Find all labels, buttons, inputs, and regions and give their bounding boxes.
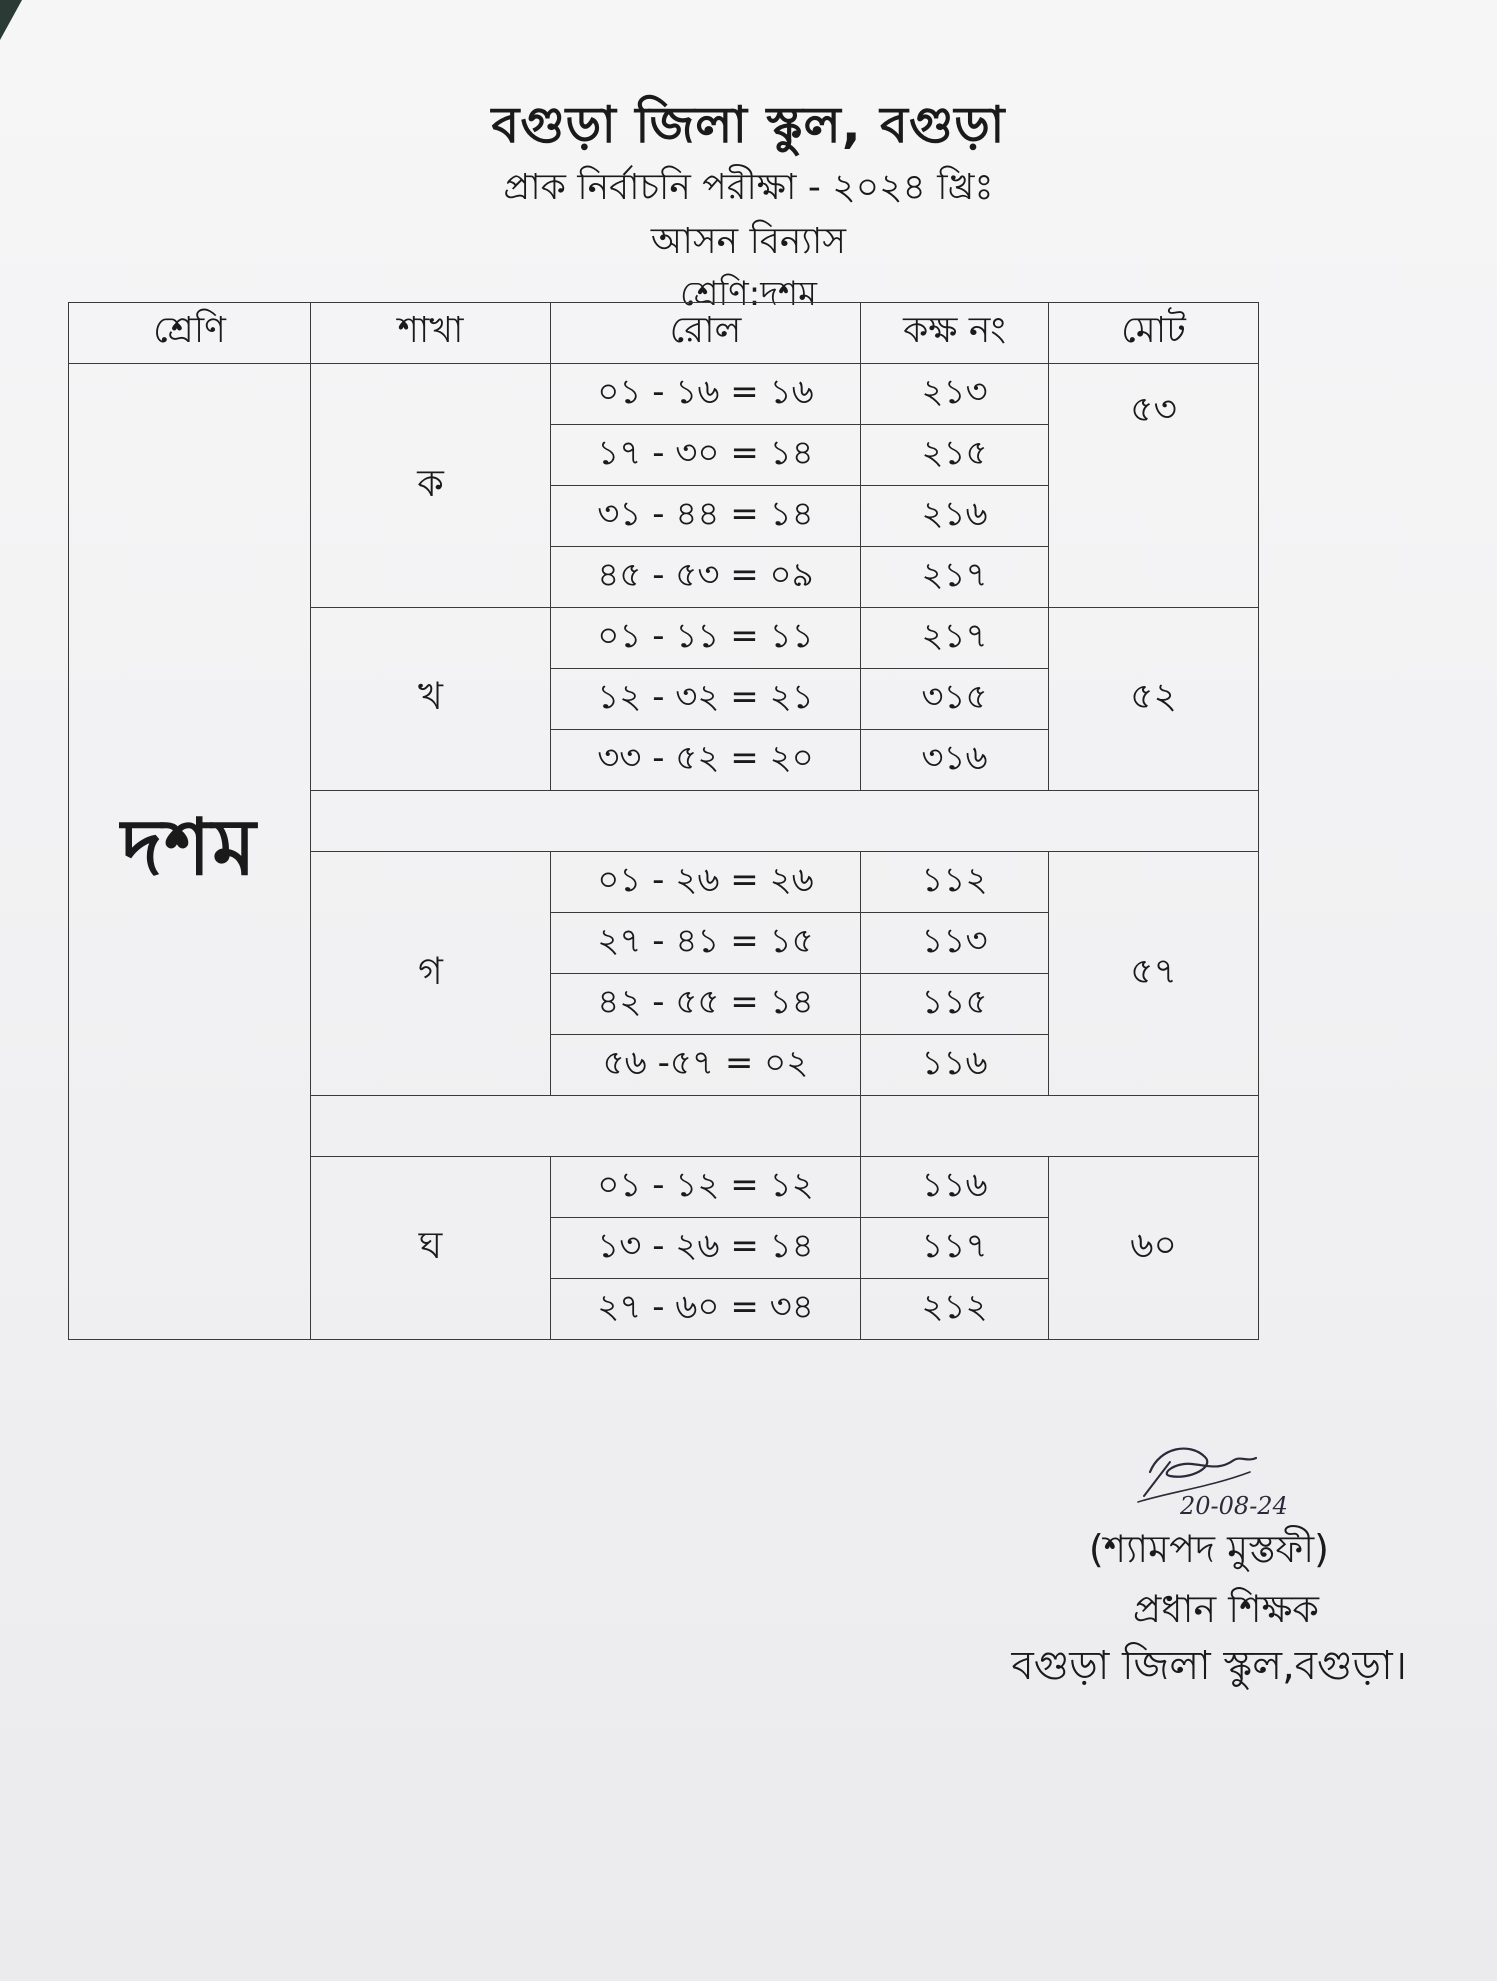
roll-cell: ০১ - ১৬ = ১৬ (551, 364, 861, 425)
total-cell-ga: ৫৭ (1049, 852, 1259, 1096)
total-cell-ka: ৫৩ (1049, 364, 1259, 608)
room-cell: ২১৬ (861, 486, 1049, 547)
total-cell-kha: ৫২ (1049, 608, 1259, 791)
roll-cell: ১২ - ৩২ = ২১ (551, 669, 861, 730)
roll-cell: ০১ - ২৬ = ২৬ (551, 852, 861, 913)
room-cell: ৩১৫ (861, 669, 1049, 730)
table-row (69, 364, 1259, 425)
roll-cell: ২৭ - ৬০ = ৩৪ (551, 1279, 861, 1340)
roll-cell: ১৭ - ৩০ = ১৪ (551, 425, 861, 486)
roll-cell: ৫৬ -৫৭ = ০২ (551, 1035, 861, 1096)
spacer-cell (311, 1096, 861, 1157)
table-header-row (69, 303, 1259, 364)
room-cell: ১১৬ (861, 1035, 1049, 1096)
school-name: বগুড়া জিলা স্কুল, বগুড়া (491, 96, 1006, 154)
header-total: মোট (1049, 303, 1259, 364)
section-cell-ga: গ (311, 852, 551, 1096)
seat-plan-table (68, 302, 1259, 1340)
spacer-cell (861, 1096, 1259, 1157)
room-cell: ৩১৬ (861, 730, 1049, 791)
section-cell-ka: ক (311, 364, 551, 608)
class-cell: দশম (69, 364, 311, 1340)
signatory-name: (শ্যামপদ মুস্তফী) (1088, 1527, 1329, 1571)
roll-cell: ৩৩ - ৫২ = ২০ (551, 730, 861, 791)
exam-title: প্রাক নির্বাচনি পরীক্ষা - ২০২৪ খ্রিঃ (503, 167, 994, 208)
room-cell: ১১২ (861, 852, 1049, 913)
room-cell: ২১৭ (861, 608, 1049, 669)
roll-cell: ২৭ - ৪১ = ১৫ (551, 913, 861, 974)
class-line: শ্রেণি:দশম (679, 274, 818, 314)
room-cell: ২১২ (861, 1279, 1049, 1340)
handwritten-signature (1130, 1432, 1360, 1522)
header-class: শ্রেণি (69, 303, 311, 364)
roll-cell: ৪৫ - ৫৩ = ০৯ (551, 547, 861, 608)
room-cell: ২১৫ (861, 425, 1049, 486)
section-cell-gha: ঘ (311, 1157, 551, 1340)
room-cell: ১১৬ (861, 1157, 1049, 1218)
background-corner (0, 0, 22, 40)
signatory-institution: বগুড়া জিলা স্কুল,বগুড়া। (1011, 1643, 1407, 1689)
room-cell: ২১৭ (861, 547, 1049, 608)
signature-date: 20-08-24 (1180, 1492, 1288, 1520)
header-room: কক্ষ নং (861, 303, 1049, 364)
room-cell: ১১৭ (861, 1218, 1049, 1279)
room-cell: ১১৩ (861, 913, 1049, 974)
roll-cell: ৩১ - ৪৪ = ১৪ (551, 486, 861, 547)
total-cell-gha: ৬০ (1049, 1157, 1259, 1340)
room-cell: ১১৫ (861, 974, 1049, 1035)
room-cell: ২১৩ (861, 364, 1049, 425)
roll-cell: ০১ - ১১ = ১১ (551, 608, 861, 669)
spacer-cell (311, 791, 1259, 852)
header-section: শাখা (311, 303, 551, 364)
roll-cell: ৪২ - ৫৫ = ১৪ (551, 974, 861, 1035)
signatory-designation: প্রধান শিক্ষক (1132, 1587, 1319, 1631)
header-roll: রোল (551, 303, 861, 364)
section-cell-kha: খ (311, 608, 551, 791)
document-title: আসন বিন্যাস (650, 221, 847, 262)
roll-cell: ১৩ - ২৬ = ১৪ (551, 1218, 861, 1279)
roll-cell: ০১ - ১২ = ১২ (551, 1157, 861, 1218)
